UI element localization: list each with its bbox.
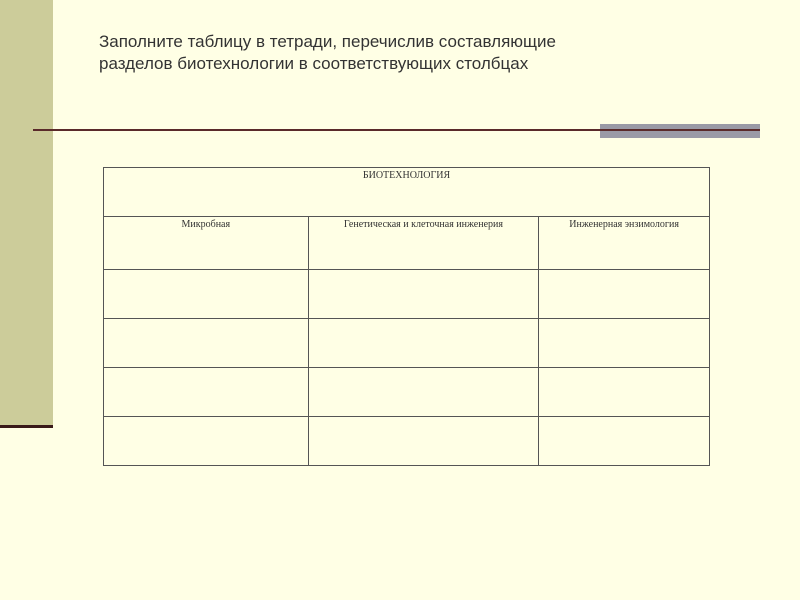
table-main-header: БИОТЕХНОЛОГИЯ (104, 168, 710, 217)
table-cell[interactable] (104, 319, 309, 368)
table-row (104, 270, 710, 319)
table-row (104, 368, 710, 417)
slide-title: Заполните таблицу в тетради, перечислив составляющие разделов биотехнологии в соответствующих столбцах (99, 32, 556, 73)
table-cell[interactable] (308, 270, 539, 319)
table-cell[interactable] (539, 270, 710, 319)
table-cell[interactable] (539, 417, 710, 466)
table-column-headers (104, 217, 710, 270)
table-cell[interactable] (308, 319, 539, 368)
biotechnology-table (103, 167, 710, 466)
column-header-microbial: Микробная (104, 217, 309, 270)
table-cell[interactable] (308, 417, 539, 466)
table-cell[interactable] (104, 368, 309, 417)
table-row (104, 417, 710, 466)
table-cell[interactable] (539, 368, 710, 417)
column-header-engineering-enzymology: Инженерная энзимология (539, 217, 710, 270)
table-header-row (104, 168, 710, 217)
column-header-genetic-cell-engineering: Генетическая и клеточная инженерия (308, 217, 539, 270)
title-divider-line (33, 129, 600, 131)
table-cell[interactable] (308, 368, 539, 417)
table-row (104, 319, 710, 368)
title-divider-block (600, 124, 760, 138)
table-cell[interactable] (539, 319, 710, 368)
table-cell[interactable] (104, 417, 309, 466)
left-bar-underline (0, 425, 53, 428)
title-divider-block-line (600, 129, 760, 131)
table-cell[interactable] (104, 270, 309, 319)
left-decorative-bar (0, 0, 53, 425)
